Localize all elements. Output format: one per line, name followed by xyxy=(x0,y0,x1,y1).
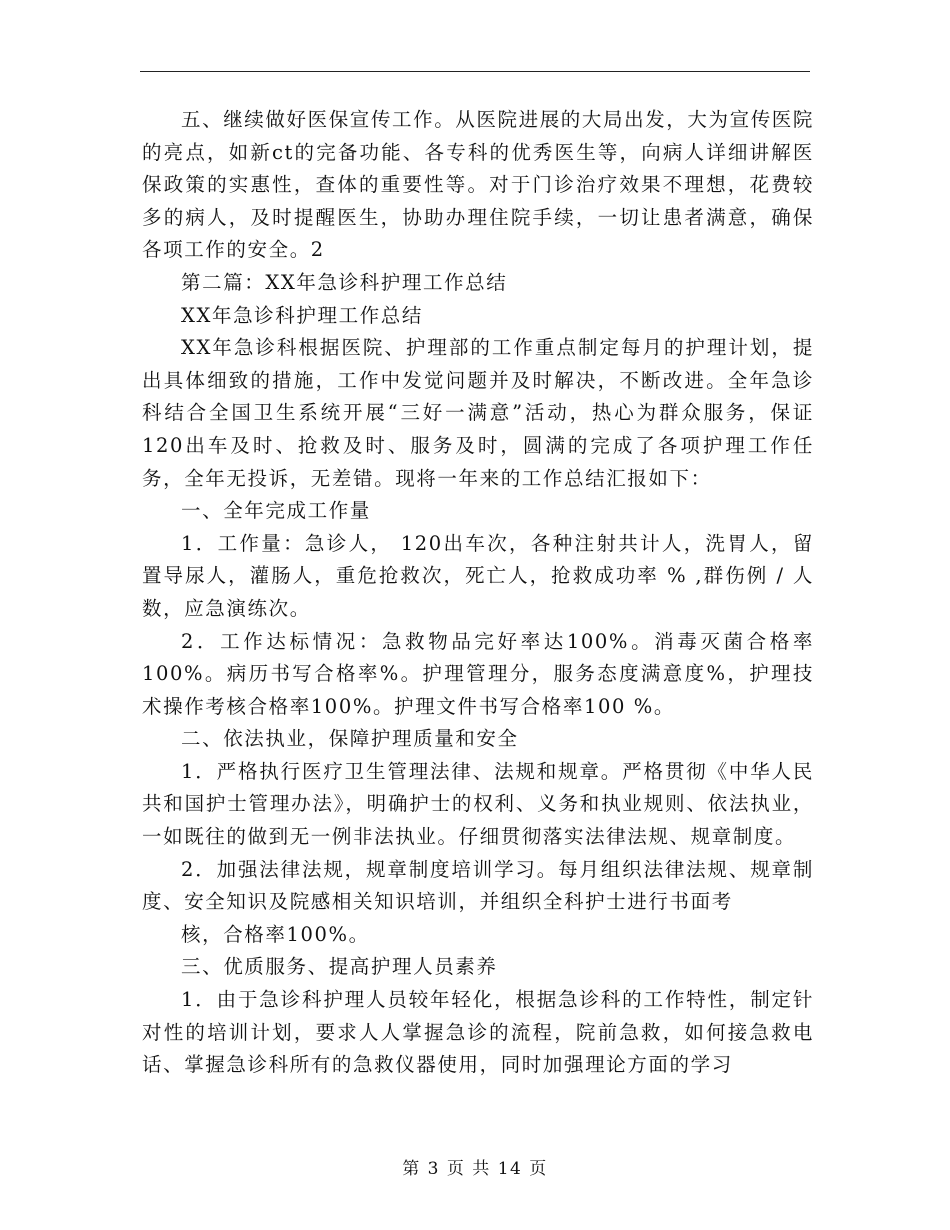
paragraph-8: 二、依法执业，保障护理质量和安全 xyxy=(181,727,519,751)
paragraph-10: 2．加强法律法规，规章制度培训学习。每月组织法律法规、规章制度、安全知识及院感相关知识培训，并组织全科护士进行书面考 xyxy=(142,857,814,914)
header-rule xyxy=(140,71,810,72)
paragraph-2: 第二篇：XX年急诊科护理工作总结 xyxy=(181,270,508,294)
paragraph-9: 1．严格执行医疗卫生管理法律、法规和规章。严格贯彻《中华人民共和国护士管理办法》，明确护士的权利、义务和执业规则、依法执业，一如既往的做到无一例非法执业。仔细贯彻落实法律法规、规章制度。 xyxy=(142,759,814,849)
paragraph-11: 核，合格率100%。 xyxy=(181,922,370,946)
paragraph-13: 1．由于急诊科护理人员较年轻化，根据急诊科的工作特性，制定针对性的培训计划，要求人人掌握急诊的流程，院前急救，如何接急救电话、掌握急诊科所有的急救仪器使用，同时加强理论方面的学习 xyxy=(142,988,814,1077)
paragraph-7: 2．工作达标情况：急救物品完好率达100%。消毒灭菌合格率100%。病历书写合格率%。护理管理分，服务态度满意度%，护理技术操作考核合格率100%。护理文件书写合格率100 %。 xyxy=(142,629,814,718)
document-body xyxy=(142,104,814,1082)
paragraph-6: 1．工作量：急诊人， 120出车次，各种注射共计人，洗胃人，留置导尿人，灌肠人，重危抢救次，死亡人，抢救成功率 % ,群伤例 / 人数，应急演练次。 xyxy=(142,531,814,620)
paragraph-5: 一、全年完成工作量 xyxy=(181,499,371,523)
paragraph-12: 三、优质服务、提高护理人员素养 xyxy=(181,955,498,979)
paragraph-1: 五、继续做好医保宣传工作。从医院进展的大局出发，大为宣传医院的亮点，如新ct的完备功能、各专科的优秀医生等，向病人详细讲解医保政策的实惠性，查体的重要性等。对于门诊治疗效果不理想，花费较多的病人，及时提醒医生，协助办理住院手续，一切让患者满意，确保各项工作的安全。2 xyxy=(142,108,815,262)
paragraph-4: XX年急诊科根据医院、护理部的工作重点制定每月的护理计划，提出具体细致的措施，工作中发觉问题并及时解决，不断改进。全年急诊科结合全国卫生系统开展“三好一满意”活动，热心为群众服务，保证120出车及时、抢救及时、服务及时，圆满的完成了各项护理工作任务，全年无投诉，无差错。现将一年来的工作总结汇报如下： xyxy=(142,336,814,490)
page-footer: 第 3 页 共 14 页 xyxy=(402,1159,548,1179)
paragraph-3: XX年急诊科护理工作总结 xyxy=(181,303,423,327)
